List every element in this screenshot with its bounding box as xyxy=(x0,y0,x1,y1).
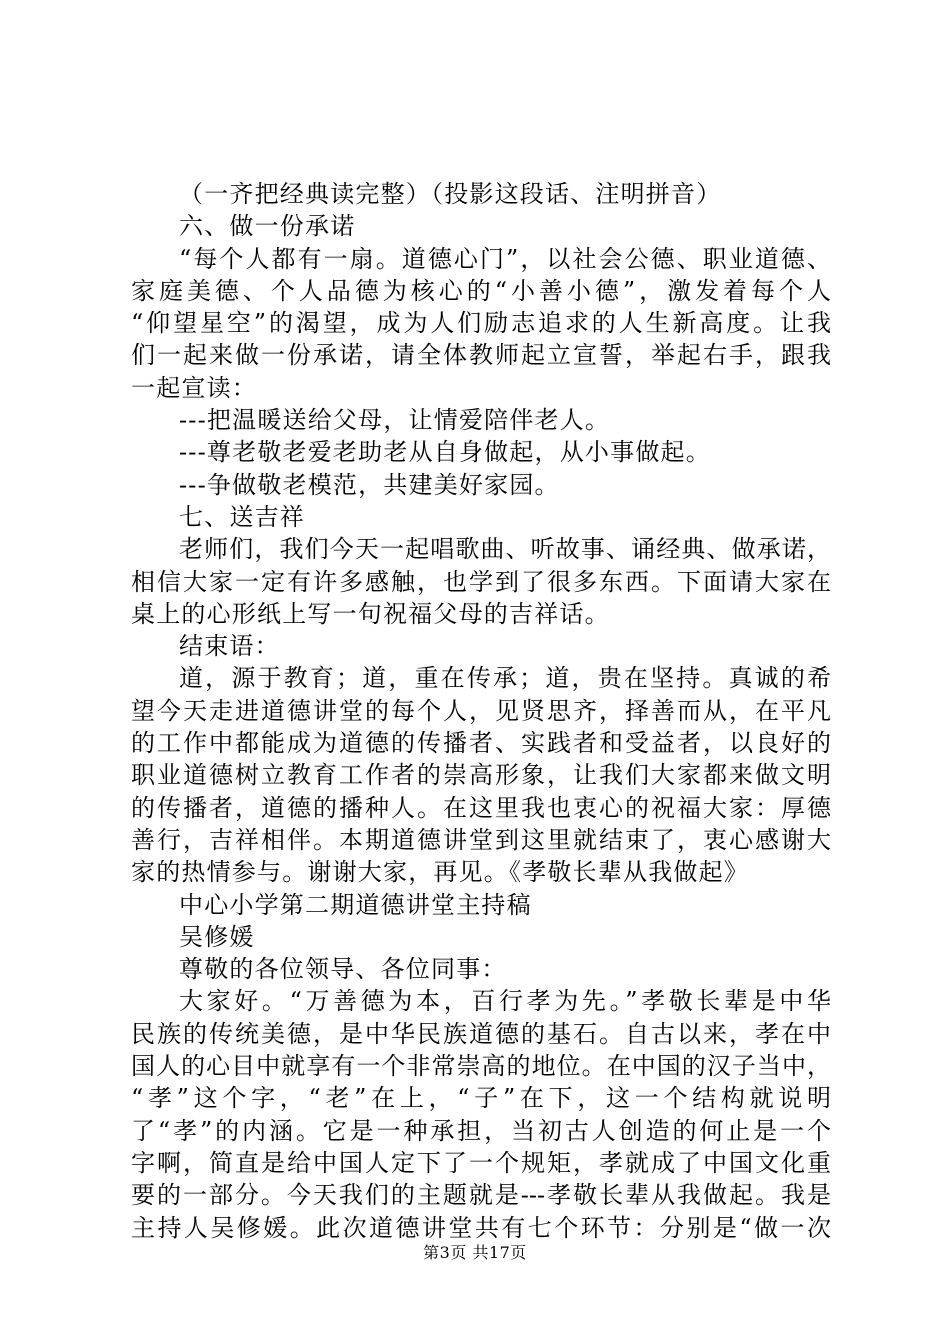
text-line: 桌上的心形纸上写一句祝福父母的吉祥话。 xyxy=(131,599,610,628)
text-line: 尊敬的各位领导、各位同事： xyxy=(179,955,507,984)
text-line: 道，源于教育；道，重在传承；道，贵在坚持。真诚的希 xyxy=(179,664,831,693)
text-line: 字啊，简直是给中国人定下了一个规矩，孝就成了中国文化重 xyxy=(131,1148,831,1177)
document-body xyxy=(131,178,831,1244)
text-line: 民族的传统美德，是中华民族道德的基石。自古以来，孝在中 xyxy=(131,1019,831,1048)
text-line: 结束语： xyxy=(179,632,280,661)
text-line: ---把温暖送给父母，让情爱陪伴老人。 xyxy=(179,406,611,435)
text-line: 的传播者，道德的播种人。在这里我也衷心的祝福大家：厚德 xyxy=(131,793,831,822)
text-line: 职业道德树立教育工作者的崇高形象，让我们大家都来做文明 xyxy=(131,761,831,790)
text-line: “仰望星空”的渴望，成为人们励志追求的人生新高度。让我 xyxy=(131,309,831,338)
text-line: （一齐把经典读完整）（投影这段话、注明拼音） xyxy=(179,180,722,208)
text-line: 七、送吉祥 xyxy=(179,502,305,531)
text-line: “孝”这个字，“老”在上，“子”在下，这一个结构就说明 xyxy=(131,1084,831,1113)
text-line: 吴修媛 xyxy=(179,922,255,951)
text-line: 国人的心目中就享有一个非常崇高的地位。在中国的汉子当中， xyxy=(131,1052,831,1081)
page-footer: 第3页 共17页 xyxy=(423,1243,527,1262)
text-line: 望今天走进道德讲堂的每个人，见贤思齐，择善而从，在平凡 xyxy=(131,696,831,725)
text-line: 家的热情参与。谢谢大家，再见。《孝敬长辈从我做起》 xyxy=(131,858,749,887)
text-line: 要的一部分。今天我们的主题就是---孝敬长辈从我做起。我是 xyxy=(131,1181,831,1210)
text-line: ---争做敬老模范，共建美好家园。 xyxy=(179,470,560,499)
text-line: 主持人吴修媛。此次道德讲堂共有七个环节：分别是“做一次 xyxy=(131,1213,831,1242)
text-line: 大家好。“万善德为本，百行孝为先。”孝敬长辈是中华 xyxy=(179,987,831,1016)
text-line: 中心小学第二期道德讲堂主持稿 xyxy=(179,890,532,919)
text-line: 相信大家一定有许多感触，也学到了很多东西。下面请大家在 xyxy=(131,567,831,596)
text-line: 善行，吉祥相伴。本期道德讲堂到这里就结束了，衷心感谢大 xyxy=(131,825,831,854)
text-line: 老师们，我们今天一起唱歌曲、听故事、诵经典、做承诺， xyxy=(179,535,831,564)
text-line: 六、做一份承诺 xyxy=(179,212,356,241)
text-line: 们一起来做一份承诺，请全体教师起立宣誓，举起右手，跟我 xyxy=(131,341,831,370)
text-line: 了“孝”的内涵。它是一种承担，当初古人创造的何止是一个 xyxy=(131,1116,831,1145)
text-line: 的工作中都能成为道德的传播者、实践者和受益者，以良好的 xyxy=(131,729,831,758)
text-line: ---尊老敬老爱老助老从自身做起，从小事做起。 xyxy=(179,438,711,467)
text-line: “每个人都有一扇。道德心门”，以社会公德、职业道德、 xyxy=(179,244,831,273)
text-line: 家庭美德、个人品德为核心的“小善小德”，激发着每个人 xyxy=(131,276,831,305)
text-line: 一起宣读： xyxy=(131,373,257,402)
